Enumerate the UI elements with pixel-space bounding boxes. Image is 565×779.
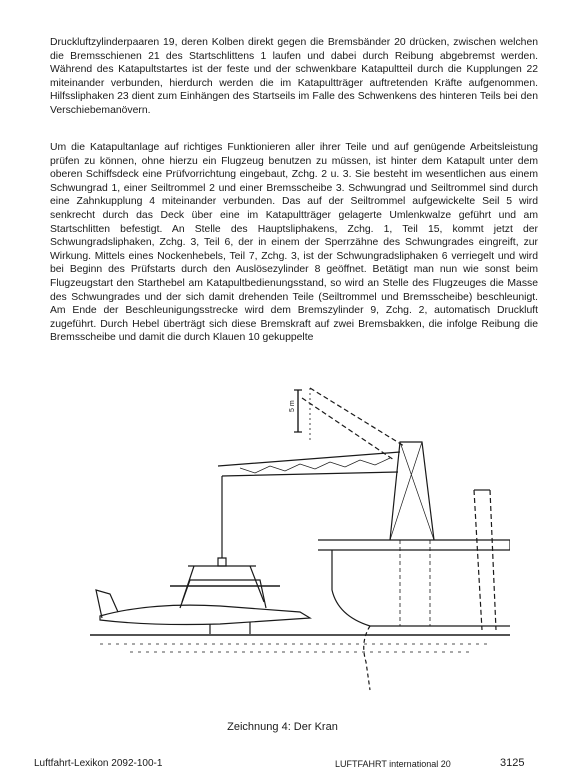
seaplane [100, 605, 310, 624]
crane-drawing [70, 380, 510, 710]
ship-deck [318, 540, 510, 550]
paragraph-1: Druckluftzylinderpaaren 19, deren Kolben direkt gegen die Bremsbänder 20 drücken, zwischen welchen die Bremsschienen 21 des Startschlittens 1 laufen und dabei durch Reibung abgebremst werden. Während des Katapultstartes ist der feste und der schwenkbare Katapultteil durch die Kupplungen 22 miteinander verbunden, hierdurch werden die im Katapultträger auftretenden Kräfte aufgenommen. Hilfssliphaken 23 dient zum Einhängen des Startseils im Falle des Schwenkens des hinteren Teils bei den Verschiebemanövern. [50, 37, 538, 116]
page-number: 3125 [500, 757, 525, 769]
footer-publication: Luftfahrt-Lexikon 2092-100-1 [34, 758, 163, 769]
figure-caption: Zeichnung 4: Der Kran [227, 721, 338, 733]
crane-boom-raised [302, 388, 404, 460]
paragraph-2: Um die Katapultanlage auf richtiges Funktionieren aller ihrer Teile und auf genügende Arbeitsleistung prüfen zu können, ohne hierzu ein Flugzeug benutzen zu müssen, ist hinter dem Katapult unter dem oberen Schiffsdeck eine Prüfvorrichtung eingebaut, Zchg. 2 u. 3. Sie besteht im wesentlichen aus einem Schwungrad 1, einer Seiltrommel 2 und einer Bremsscheibe 3. Schwungrad und Seiltrommel sind durch eine Zahnkupplung 4 miteinander verbunden. Das auf der Seiltrommel aufgewickelte Seil 5 wird senkrecht durch das Deck über eine im Katapultträger gelagerte Umlenkwalze geführt und am Startschlitten befestigt. An Stelle des Hauptsliphakens, Zchg. 1, Teil 15, kommt jetzt der Schwungradsliphaken, Zchg. 3, Teil 6, der in einem der Sperrzähne des Schwungrades eingreift, zur Wirkung. Mittels eines Nockenhebels, Teil 7, Zchg. 3, ist der Schwungradsliphaken 6 verriegelt und wird bei Beginn des Prüfstarts durch den Auslösezylinder 8 geöffnet. Betätigt man nun wie sonst beim Flugzeugstart den Starthebel am Katapultbedienungsstand, so wird an Stelle des Flugzeuges die Masse des Schwungrades und der sich damit drehenden Teile (Seiltrommel und Bremsscheibe) beschleunigt. Am Ende der Beschleunigungsstrecke wird dem Bremszylinder 9, Zchg. 2, automatisch Druckluft zugeführt. Durch Hebel überträgt sich diese Bremskraft auf zwei Bremsbakken, die infolge Reibung die Bremsscheibe und damit die durch Klauen 10 gekuppelte [50, 142, 538, 344]
scale-label: 5 m [289, 400, 296, 412]
lifting-frame [182, 566, 264, 602]
crane-tower [390, 442, 434, 540]
footer-magazine: LUFTFAHRT international 20 [335, 759, 451, 769]
